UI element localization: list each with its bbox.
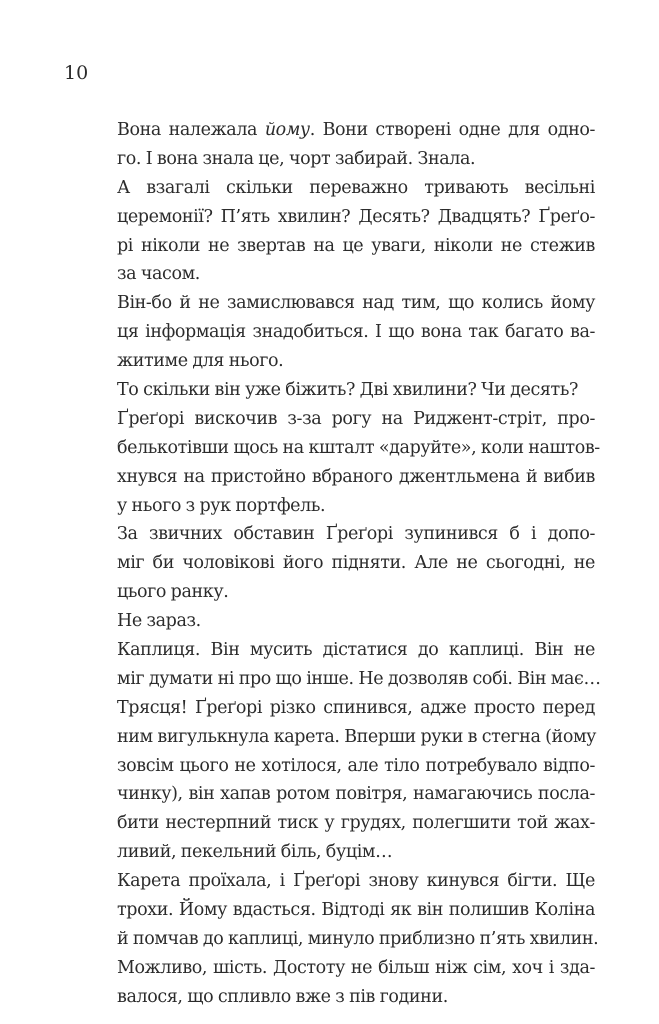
text-line bbox=[117, 636, 595, 665]
text-line-content: А взагалі скільки переважно тривають весільні bbox=[117, 177, 595, 198]
text-line bbox=[117, 809, 595, 838]
text-line bbox=[117, 780, 595, 809]
text-line-content: житиме для нього. bbox=[117, 351, 284, 372]
text-line bbox=[117, 925, 599, 954]
text-line bbox=[117, 578, 595, 607]
text-line bbox=[117, 318, 595, 347]
text-line-content: рі ніколи не звертав на це уваги, ніколи не стежив bbox=[117, 235, 595, 256]
text-line bbox=[117, 694, 595, 723]
text-line-content: чинку), він хапав ротом повітря, намагаючись посла- bbox=[117, 784, 595, 805]
text-line bbox=[117, 405, 595, 434]
text-line-content: церемонії? П’ять хвилин? Десять? Двадцять? Ґреґо- bbox=[117, 206, 595, 227]
text-line bbox=[117, 723, 595, 752]
text-line bbox=[117, 520, 595, 549]
text-line bbox=[117, 116, 595, 145]
text-line bbox=[117, 492, 595, 521]
text-line-content: Каплиця. Він мусить дістатися до каплиці. Він не bbox=[117, 640, 595, 661]
text-line bbox=[117, 983, 595, 1012]
text-line bbox=[117, 260, 595, 289]
text-line-content: валося, що спливло вже з пів години. bbox=[117, 986, 448, 1007]
text-line-content: ця інформація знадобиться. І що вона так багато ва- bbox=[117, 322, 595, 343]
text-line-content: бити нестерпний тиск у грудях, полегшити той жах- bbox=[117, 813, 595, 834]
text-line-content: Можливо, шість. Достоту не більш ніж сім, хоч і зда- bbox=[117, 957, 595, 978]
text-line-content: у нього з рук портфель. bbox=[117, 495, 326, 516]
text-line bbox=[117, 896, 595, 925]
text-line-content: Він-бо й не замислювався над тим, що колись йому bbox=[117, 293, 595, 314]
text-line-content: Вона належала bbox=[117, 120, 265, 140]
text-line bbox=[117, 665, 601, 694]
text-line bbox=[117, 347, 595, 376]
text-line bbox=[117, 203, 595, 232]
text-line bbox=[117, 838, 595, 867]
text-line-content: ливий, пекельний біль, буцім… bbox=[117, 842, 393, 863]
text-line bbox=[117, 174, 595, 203]
text-line-content: . Вони створені одне для одно- bbox=[309, 120, 596, 140]
text-line bbox=[117, 607, 595, 636]
text-line-content: зовсім цього не хотілося, але тіло потребувало відпо- bbox=[117, 755, 595, 776]
text-line bbox=[117, 549, 595, 578]
text-line-content: міг думати ні про що інше. Не дозволяв собі. Він має… bbox=[117, 668, 601, 689]
text-line bbox=[117, 289, 595, 318]
text-line bbox=[117, 376, 595, 405]
text-line-content: ним вигулькнула карета. Вперши руки в стегна (йому bbox=[117, 726, 597, 747]
text-line-content: хнувся на пристойно вбраного джентльмена й вибив bbox=[117, 466, 595, 487]
body-text bbox=[117, 116, 601, 1012]
text-line bbox=[117, 752, 595, 781]
page-number: 10 bbox=[64, 62, 89, 84]
text-line-content: Карета проїхала, і Ґреґорі знову кинувся бігти. Ще bbox=[117, 871, 595, 892]
emphasized-word: йому bbox=[264, 120, 310, 140]
text-line-content: За звичних обставин Ґреґорі зупинився б і допо- bbox=[117, 524, 595, 545]
text-line-content: го. І вона знала це, чорт забирай. Знала. bbox=[117, 148, 476, 169]
text-line bbox=[117, 434, 600, 463]
text-line-content: міг би чоловікові його підняти. Але не сьогодні, не bbox=[117, 553, 595, 574]
text-line-content: трохи. Йому вдасться. Відтоді як він полишив Коліна bbox=[117, 900, 595, 921]
text-line-content: Ґреґорі вискочив з-за рогу на Риджент-стріт, про- bbox=[117, 408, 595, 429]
text-line-content: белькотівши щось на кшталт «даруйте», коли наштов- bbox=[117, 437, 600, 458]
text-line-content: Трясця! Ґреґорі різко спинився, адже просто перед bbox=[117, 697, 595, 718]
text-line-content: Не зараз. bbox=[117, 611, 201, 632]
text-line-content: цього ранку. bbox=[117, 582, 229, 603]
text-line-content: То скільки він уже біжить? Дві хвилини? Чи десять? bbox=[117, 380, 578, 401]
text-line bbox=[117, 867, 595, 896]
text-line bbox=[117, 232, 595, 261]
text-line bbox=[117, 145, 595, 174]
text-line bbox=[117, 463, 595, 492]
text-line-content: за часом. bbox=[117, 264, 200, 285]
text-line-content: й помчав до каплиці, минуло приблизно п’ять хвилин. bbox=[117, 928, 599, 949]
text-line bbox=[117, 954, 595, 983]
